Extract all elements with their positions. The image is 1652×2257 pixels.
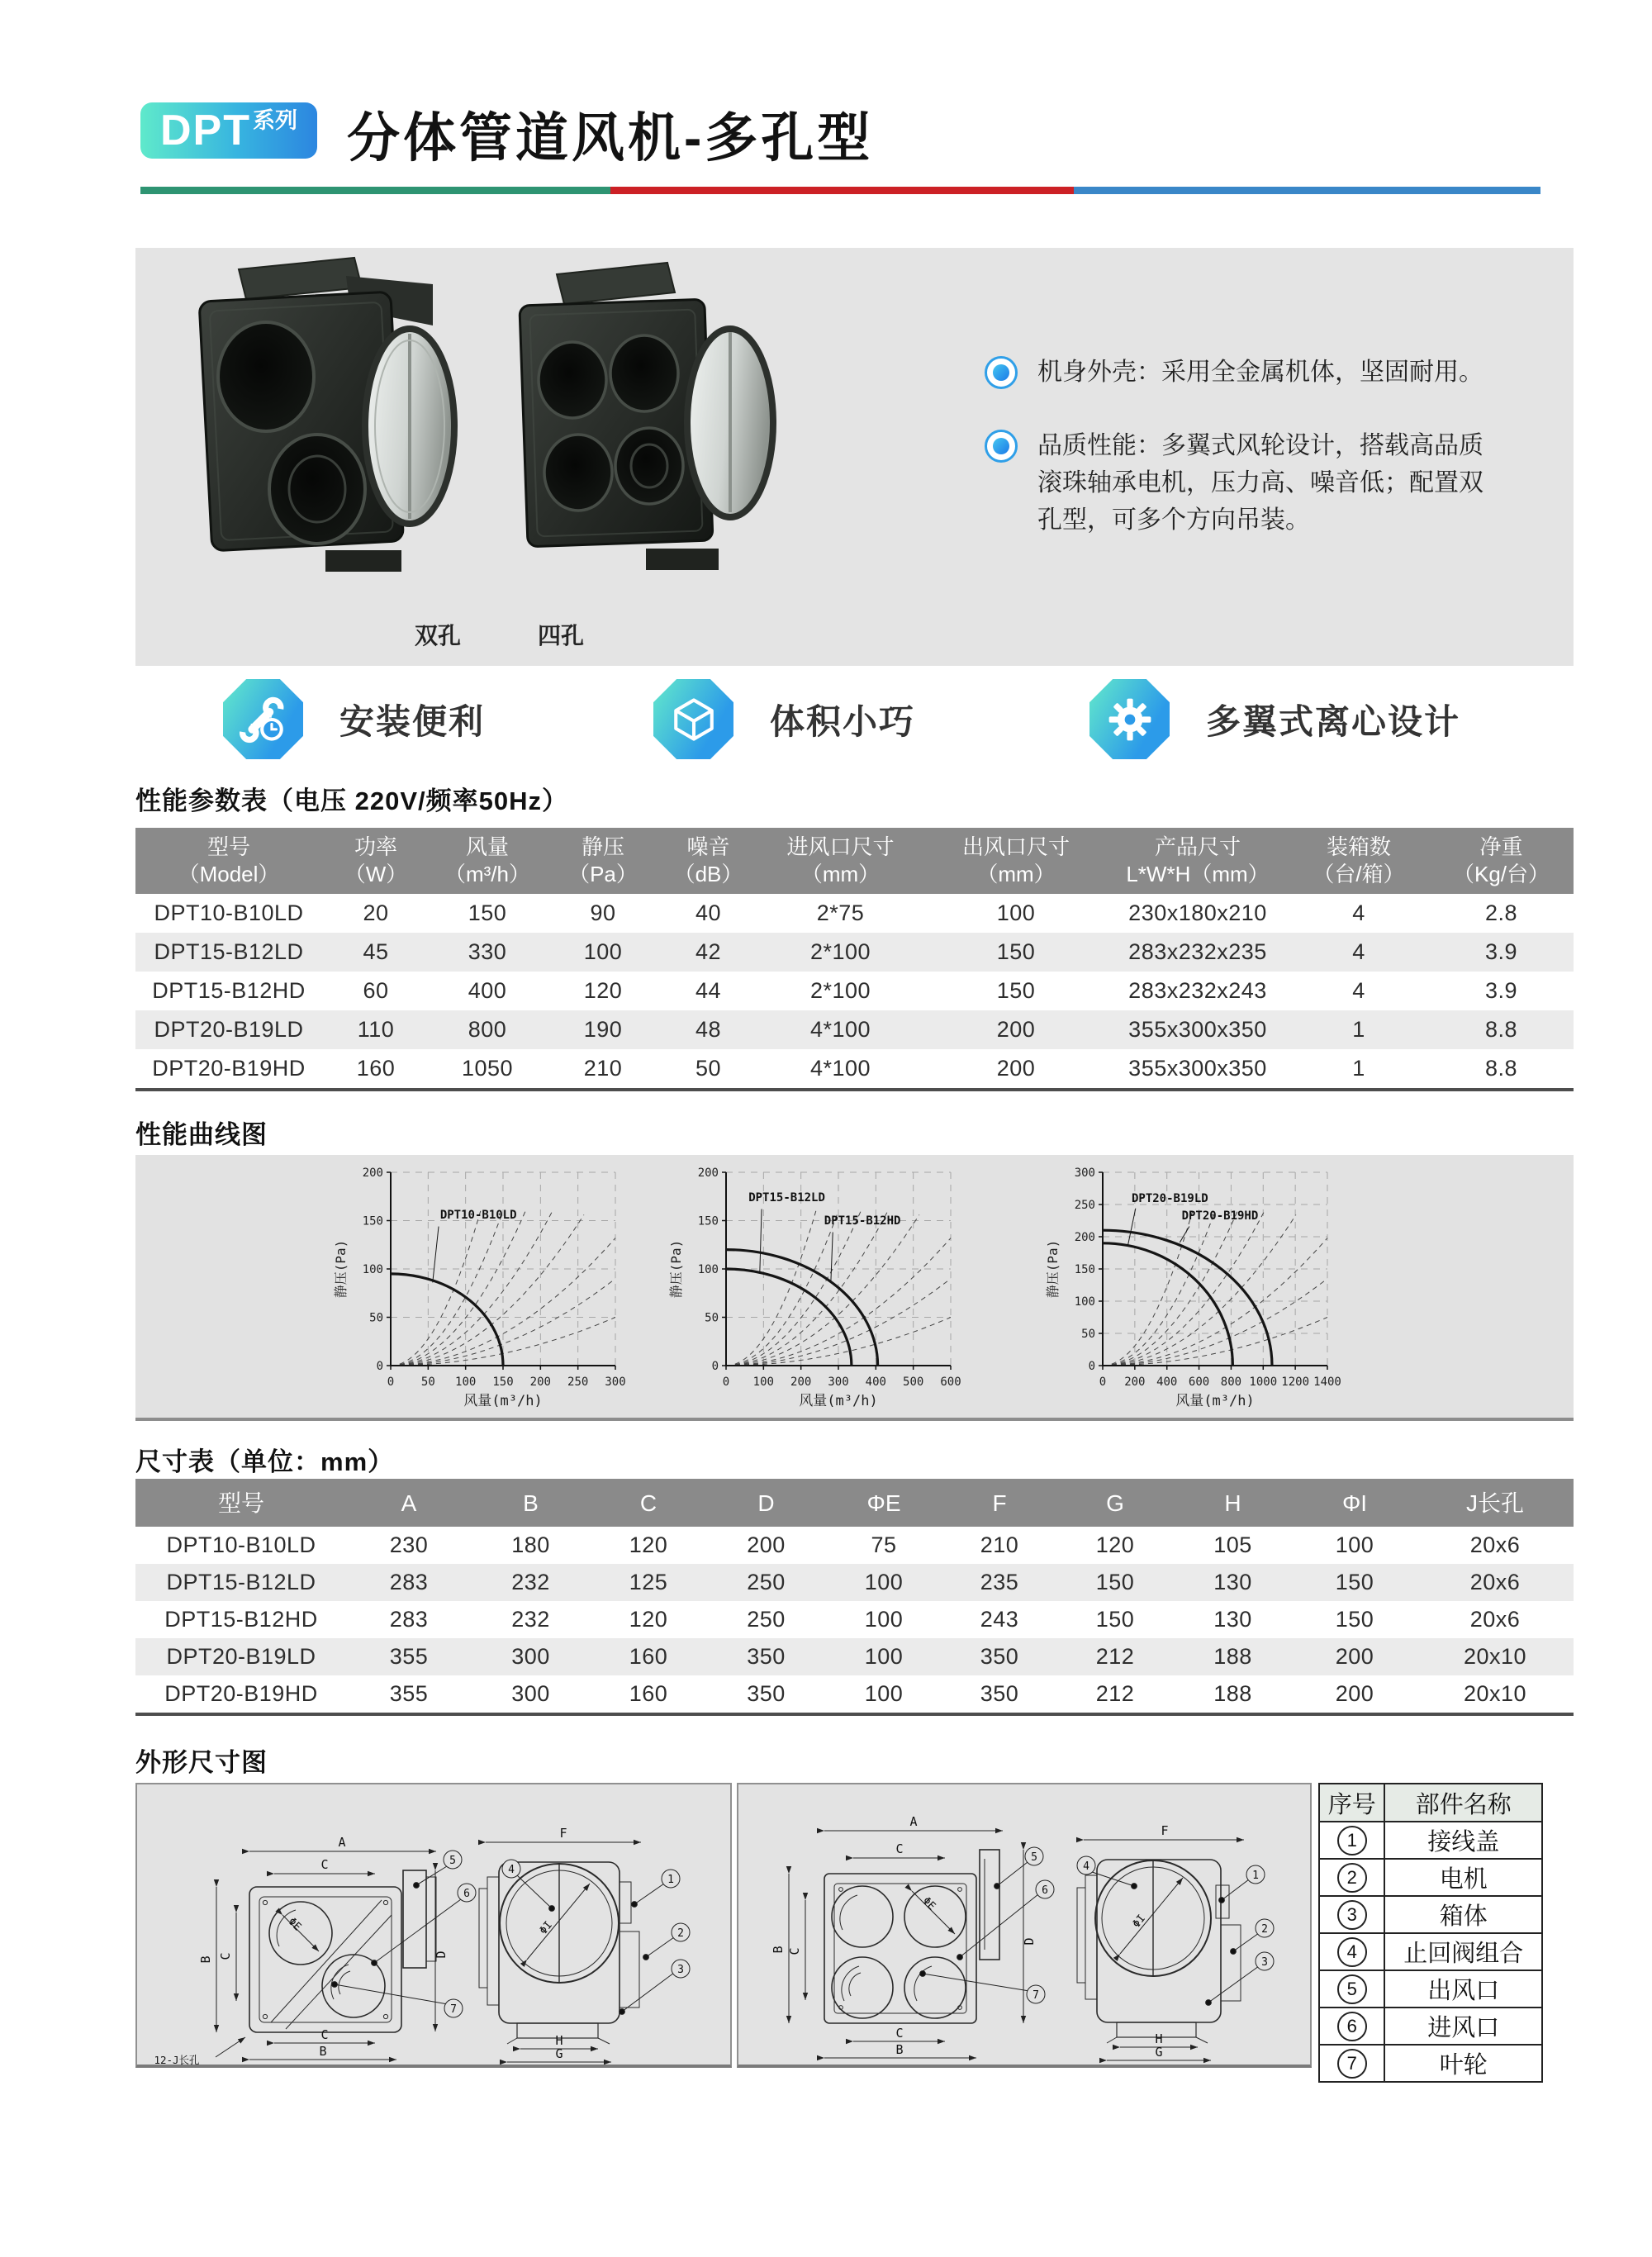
circled-number: 7 [1337, 2049, 1367, 2079]
table-cell: 188 [1213, 1644, 1252, 1669]
table-header-row [135, 1479, 1574, 1527]
table-cell: 230 [389, 1532, 429, 1557]
product-hero-panel [135, 248, 1574, 666]
svg-text:600: 600 [1188, 1376, 1210, 1389]
svg-text:0: 0 [387, 1376, 395, 1389]
table-cell: 90 [590, 900, 616, 925]
svg-text:静压(Pa): 静压(Pa) [333, 1239, 349, 1299]
dim-label: B [771, 1946, 786, 1954]
table-cell: 243 [980, 1607, 1019, 1632]
table-cell: 100 [864, 1570, 904, 1594]
table-cell: DPT20-B19HD [164, 1681, 318, 1706]
column-header: 产品尺寸 L*W*H（mm） [1126, 834, 1270, 886]
dim-label: H [1155, 2031, 1163, 2046]
table-cell: 4 [1352, 900, 1365, 925]
table-cell: DPT20-B19LD [154, 1017, 304, 1042]
table-cell: 100 [864, 1607, 904, 1632]
table-cell: 160 [629, 1644, 668, 1669]
svg-text:200: 200 [790, 1376, 812, 1389]
column-header: B [523, 1490, 539, 1516]
curve-chart-dpt10 [331, 1161, 637, 1418]
table-cell: 1 [1352, 1017, 1365, 1042]
table-cell: 283x232x243 [1128, 978, 1267, 1003]
performance-table [135, 828, 1574, 1091]
performance-curves-panel [135, 1155, 1574, 1421]
svg-text:300: 300 [1074, 1167, 1095, 1180]
column-header: ΦI [1341, 1490, 1368, 1516]
svg-text:100: 100 [752, 1376, 774, 1389]
table-cell: 2.8 [1484, 900, 1518, 925]
column-header: C [639, 1490, 657, 1516]
column-header: ΦE [866, 1490, 901, 1516]
svg-text:400: 400 [865, 1376, 886, 1389]
feature-label: 体积小巧 [770, 701, 916, 741]
svg-text:200: 200 [529, 1376, 551, 1389]
table-cell: 200 [996, 1017, 1036, 1042]
table-cell: 8.8 [1484, 1017, 1518, 1042]
callout-1: 1 [1252, 1870, 1259, 1882]
svg-text:500: 500 [903, 1376, 924, 1389]
table-cell: 20x10 [1463, 1681, 1527, 1706]
dim-label: G [1155, 2045, 1163, 2060]
table-cell: 20x6 [1469, 1570, 1521, 1594]
table-cell: 210 [980, 1532, 1019, 1557]
dim-label: C [787, 1947, 802, 1955]
table-cell: 100 [864, 1644, 904, 1669]
dimension-table-title: 尺寸表（单位：mm） [135, 1447, 395, 1476]
curve-chart-dpt20 [1043, 1161, 1349, 1418]
table-cell: 125 [629, 1570, 668, 1594]
svg-text:150: 150 [362, 1214, 383, 1228]
table-cell: 120 [629, 1532, 668, 1557]
svg-text:200: 200 [697, 1167, 719, 1180]
table-cell: 4 [1352, 978, 1365, 1003]
table-cell: 100 [1335, 1532, 1374, 1557]
callout-7: 7 [1032, 1989, 1039, 2002]
part-name: 箱体 [1439, 1903, 1488, 1930]
svg-text:150: 150 [492, 1376, 514, 1389]
curve-label: DPT20-B19LD [1131, 1191, 1208, 1205]
svg-text:100: 100 [1074, 1295, 1095, 1309]
parts-header-name: 部件名称 [1415, 1791, 1512, 1818]
dim-label: F [559, 1826, 567, 1841]
dim-label: B [319, 2044, 327, 2059]
svg-text:风量(m³/h): 风量(m³/h) [463, 1393, 543, 1409]
table-cell: 355x300x350 [1128, 1017, 1267, 1042]
dim-label: B [198, 1955, 213, 1964]
table-row [135, 972, 1574, 1010]
series-badge-text: DPT [160, 107, 251, 154]
column-header: G [1106, 1490, 1124, 1516]
curve-label: DPT10-B10LD [439, 1209, 517, 1223]
dim-label: D [434, 1951, 449, 1959]
divider-red [610, 187, 1074, 194]
table-cell: 190 [583, 1017, 623, 1042]
column-header: 型号 （Model） [178, 834, 280, 886]
bullet-text: 机身外壳：采用全金属机体，坚固耐用。 [1037, 359, 1483, 386]
table-row [135, 1010, 1574, 1049]
callout-1: 1 [667, 1874, 674, 1886]
table-cell: 2*75 [816, 900, 865, 925]
product-image-four-hole [520, 263, 773, 570]
table-cell: 160 [629, 1681, 668, 1706]
circled-number: 3 [1337, 1900, 1367, 1930]
curve-label: DPT20-B19HD [1181, 1209, 1259, 1223]
table-row [135, 1675, 1574, 1713]
svg-text:600: 600 [940, 1376, 961, 1389]
table-cell: 120 [583, 978, 623, 1003]
table-cell: 100 [864, 1681, 904, 1706]
dim-label: B [895, 2042, 904, 2057]
table-cell: 300 [511, 1644, 550, 1669]
table-cell: 110 [357, 1017, 395, 1042]
svg-text:100: 100 [362, 1263, 383, 1276]
tricolor-divider [140, 187, 1540, 194]
parts-row [1320, 1895, 1541, 1932]
table-cell: 212 [1095, 1644, 1135, 1669]
svg-text:1200: 1200 [1281, 1376, 1310, 1389]
dim-label: C [320, 1857, 329, 1872]
column-header: D [757, 1490, 775, 1516]
table-cell: 150 [996, 939, 1036, 964]
table-cell: 150 [1095, 1570, 1135, 1594]
parts-header-row [1320, 1784, 1541, 1821]
bullet-item [985, 427, 1490, 539]
table-cell: 150 [1095, 1607, 1135, 1632]
part-name: 叶轮 [1439, 2052, 1488, 2079]
table-cell: 800 [468, 1017, 507, 1042]
svg-text:250: 250 [1074, 1199, 1095, 1212]
part-name: 接线盖 [1427, 1829, 1500, 1855]
feature-compact [653, 679, 915, 759]
svg-text:100: 100 [455, 1376, 477, 1389]
callout-3: 3 [1261, 1956, 1268, 1969]
table-row [135, 1638, 1574, 1675]
column-header: H [1224, 1490, 1241, 1516]
table-cell: 4*100 [809, 1017, 871, 1042]
svg-text:200: 200 [1124, 1376, 1146, 1389]
table-cell: 283 [389, 1607, 429, 1632]
table-cell: 160 [356, 1056, 396, 1081]
table-cell: 250 [747, 1570, 786, 1594]
dim-label: A [909, 1814, 918, 1829]
table-cell: 1050 [461, 1056, 514, 1081]
table-cell: 4 [1352, 939, 1365, 964]
feature-label: 安装便利 [339, 701, 486, 741]
column-header: 静压 （Pa） [568, 834, 638, 886]
table-cell: 235 [980, 1570, 1019, 1594]
table-cell: 230x180x210 [1128, 900, 1267, 925]
column-header: 装箱数 （台/箱） [1313, 834, 1405, 886]
table-cell: DPT10-B10LD [154, 900, 304, 925]
table-cell: 150 [996, 978, 1036, 1003]
table-cell: 2*100 [809, 939, 871, 964]
column-header: A [401, 1490, 417, 1516]
table-cell: 42 [695, 939, 722, 964]
dim-label: F [1161, 1823, 1169, 1838]
table-cell: 44 [695, 978, 722, 1003]
svg-text:100: 100 [697, 1263, 719, 1276]
parts-row [1320, 2044, 1541, 2081]
table-cell: 283 [389, 1570, 429, 1594]
table-cell: 250 [747, 1607, 786, 1632]
curve-chart-dpt15 [667, 1161, 972, 1418]
callout-3: 3 [677, 1964, 684, 1976]
table-header-row [135, 828, 1574, 894]
table-cell: 330 [468, 939, 507, 964]
dim-label: C [895, 1841, 904, 1856]
svg-text:风量(m³/h): 风量(m³/h) [799, 1393, 878, 1409]
table-cell: DPT15-B12HD [164, 1607, 318, 1632]
table-cell: DPT20-B19HD [152, 1056, 306, 1081]
table-cell: DPT15-B12LD [166, 1570, 316, 1594]
dim-label: ΦE [919, 1894, 938, 1913]
page-title: 分体管道风机-多孔型 [347, 108, 874, 168]
table-cell: 20 [363, 900, 389, 925]
table-cell: 20x6 [1469, 1532, 1521, 1557]
svg-text:50: 50 [1081, 1328, 1095, 1341]
callout-5: 5 [449, 1855, 456, 1867]
callout-5: 5 [1031, 1851, 1037, 1864]
table-cell: 2*100 [809, 978, 871, 1003]
dimension-table [135, 1479, 1574, 1716]
feature-label: 多翼式离心设计 [1206, 701, 1461, 741]
circled-number: 2 [1337, 1863, 1367, 1893]
product-image-double-hole [199, 258, 454, 572]
table-row [135, 933, 1574, 972]
table-cell: 283x232x235 [1128, 939, 1267, 964]
table-cell: 20x6 [1469, 1607, 1521, 1632]
svg-text:400: 400 [1156, 1376, 1178, 1389]
svg-text:0: 0 [711, 1360, 719, 1373]
table-cell: 150 [1335, 1607, 1374, 1632]
table-cell: 350 [747, 1644, 786, 1669]
performance-table-title: 性能参数表（电压 220V/频率50Hz） [135, 786, 568, 815]
parts-row [1320, 1858, 1541, 1895]
svg-text:50: 50 [705, 1311, 719, 1325]
feature-install [223, 679, 485, 759]
column-header: 功率 （W） [344, 834, 408, 886]
parts-header-no: 序号 [1320, 1784, 1385, 1821]
svg-text:800: 800 [1220, 1376, 1242, 1389]
table-row [135, 1601, 1574, 1638]
callout-4: 4 [508, 1864, 515, 1876]
part-name: 进风口 [1427, 2015, 1500, 2041]
table-cell: 120 [629, 1607, 668, 1632]
svg-text:风量(m³/h): 风量(m³/h) [1175, 1393, 1255, 1409]
callout-4: 4 [1083, 1860, 1089, 1873]
svg-text:300: 300 [605, 1376, 626, 1389]
table-cell: 105 [1213, 1532, 1252, 1557]
table-cell: 60 [363, 978, 389, 1003]
table-cell: 200 [1335, 1681, 1374, 1706]
column-header: 型号 [217, 1490, 264, 1516]
parts-legend-table [1318, 1783, 1543, 2083]
table-cell: 180 [511, 1532, 550, 1557]
series-badge [140, 102, 317, 159]
callout-6: 6 [1042, 1884, 1048, 1897]
table-cell: 355 [389, 1681, 429, 1706]
dim-label: C [218, 1952, 233, 1960]
dim-label: A [338, 1835, 346, 1850]
wrench-clock-icon [223, 679, 303, 759]
svg-text:0: 0 [1099, 1376, 1107, 1389]
bullet-text: 品质性能：多翼式风轮设计，搭载高品质滚珠轴承电机，压力高、噪音低；配置双孔型，可多个方向吊装。 [1037, 432, 1483, 534]
product-label-double-hole: 双孔 [415, 623, 462, 649]
svg-text:0: 0 [1088, 1360, 1095, 1373]
circled-number: 5 [1337, 1974, 1367, 2004]
feature-centrifugal [1089, 679, 1460, 759]
table-cell: 48 [695, 1017, 722, 1042]
table-cell: 350 [747, 1681, 786, 1706]
svg-text:0: 0 [722, 1376, 730, 1389]
dim-label: D [1022, 1937, 1037, 1946]
table-row [135, 1527, 1574, 1564]
table-cell: 75 [871, 1532, 897, 1557]
callout-7: 7 [450, 2003, 457, 2016]
part-name: 出风口 [1427, 1978, 1500, 2004]
table-cell: 20x10 [1463, 1644, 1527, 1669]
callout-2: 2 [677, 1927, 684, 1940]
outline-title: 外形尺寸图 [135, 1748, 268, 1777]
table-cell: 400 [468, 978, 507, 1003]
table-cell: 100 [583, 939, 623, 964]
table-cell: 50 [695, 1056, 722, 1081]
table-cell: 1 [1352, 1056, 1365, 1081]
curve-label: DPT15-B12LD [748, 1191, 825, 1205]
curves-title: 性能曲线图 [135, 1120, 268, 1149]
dim-label: ΦI [1130, 1912, 1149, 1931]
parts-row [1320, 1821, 1541, 1858]
svg-text:1000: 1000 [1249, 1376, 1278, 1389]
outline-drawing-four-hole [737, 1783, 1312, 2068]
series-badge-sub: 系列 [253, 107, 297, 133]
table-cell: DPT15-B12HD [152, 978, 306, 1003]
column-header: 风量 （m³/h） [444, 834, 530, 886]
parts-row [1320, 1932, 1541, 1970]
table-cell: 3.9 [1484, 978, 1518, 1003]
table-cell: 40 [695, 900, 722, 925]
dim-label: G [555, 2046, 563, 2061]
svg-text:50: 50 [420, 1376, 435, 1389]
column-header: 噪音 （dB） [673, 834, 743, 886]
product-image [160, 251, 821, 639]
table-cell: 212 [1095, 1681, 1135, 1706]
divider-blue [1074, 187, 1540, 194]
table-cell: 130 [1213, 1570, 1252, 1594]
table-cell: 200 [1335, 1644, 1374, 1669]
table-cell: 150 [1335, 1570, 1374, 1594]
bullet-item [985, 354, 1490, 391]
product-label-four-hole: 四孔 [538, 623, 585, 649]
table-cell: 350 [980, 1644, 1019, 1669]
slot-note: 12-J长孔 [154, 2054, 200, 2066]
feature-bullets [985, 354, 1490, 568]
part-name: 止回阀组合 [1403, 1941, 1524, 1967]
svg-text:150: 150 [1074, 1263, 1095, 1276]
table-cell: 45 [363, 939, 389, 964]
svg-text:200: 200 [1074, 1231, 1095, 1244]
dim-label: ΦE [285, 1915, 304, 1934]
table-cell: 232 [511, 1607, 550, 1632]
dim-label: C [320, 2027, 329, 2042]
dim-label: ΦI [537, 1918, 556, 1937]
table-cell: 232 [511, 1570, 550, 1594]
column-header: 出风口尺寸 （mm） [961, 834, 1070, 886]
cube-icon [653, 679, 733, 759]
table-cell: 188 [1213, 1681, 1252, 1706]
table-cell: 200 [996, 1056, 1036, 1081]
parts-row [1320, 2007, 1541, 2044]
parts-row [1320, 1970, 1541, 2007]
table-cell: 300 [511, 1681, 550, 1706]
table-cell: 3.9 [1484, 939, 1518, 964]
table-cell: 210 [583, 1056, 623, 1081]
table-cell: 4*100 [809, 1056, 871, 1081]
outline-drawing-double-hole [135, 1783, 732, 2068]
table-cell: 350 [980, 1681, 1019, 1706]
part-name: 电机 [1439, 1866, 1488, 1893]
circled-number: 4 [1337, 1937, 1367, 1967]
dim-label: C [895, 2026, 904, 2041]
svg-text:250: 250 [567, 1376, 589, 1389]
column-header: 净重 （Kg/台） [1452, 834, 1550, 886]
svg-text:静压(Pa): 静压(Pa) [1045, 1239, 1061, 1299]
table-cell: 8.8 [1484, 1056, 1518, 1081]
table-cell: 100 [996, 900, 1036, 925]
circled-number: 1 [1337, 1826, 1367, 1855]
table-cell: 355x300x350 [1128, 1056, 1267, 1081]
svg-text:200: 200 [362, 1167, 383, 1180]
table-row [135, 1049, 1574, 1088]
column-header: F [992, 1490, 1007, 1516]
gear-icon [1089, 679, 1170, 759]
table-cell: DPT20-B19LD [166, 1644, 316, 1669]
table-cell: 130 [1213, 1607, 1252, 1632]
table-cell: 355 [389, 1644, 429, 1669]
divider-green [140, 187, 610, 194]
circled-number: 6 [1337, 2012, 1367, 2041]
table-cell: 200 [747, 1532, 786, 1557]
table-cell: DPT15-B12LD [154, 939, 304, 964]
svg-text:300: 300 [828, 1376, 849, 1389]
svg-text:静压(Pa): 静压(Pa) [668, 1239, 684, 1299]
column-header: J长孔 [1465, 1490, 1524, 1516]
svg-text:1400: 1400 [1313, 1376, 1341, 1389]
table-cell: DPT10-B10LD [166, 1532, 316, 1557]
svg-text:50: 50 [369, 1311, 383, 1325]
table-cell: 150 [468, 900, 507, 925]
column-header: 进风口尺寸 （mm） [786, 834, 895, 886]
bullet-ring-icon [985, 356, 1018, 389]
table-cell: 120 [1095, 1532, 1135, 1557]
curve-label: DPT15-B12HD [824, 1214, 901, 1228]
bullet-ring-icon [985, 430, 1018, 463]
callout-6: 6 [463, 1888, 470, 1900]
table-row [135, 894, 1574, 933]
dim-label: H [555, 2033, 563, 2048]
svg-text:150: 150 [697, 1214, 719, 1228]
table-row [135, 1564, 1574, 1601]
callout-2: 2 [1261, 1923, 1268, 1936]
svg-text:0: 0 [376, 1360, 383, 1373]
